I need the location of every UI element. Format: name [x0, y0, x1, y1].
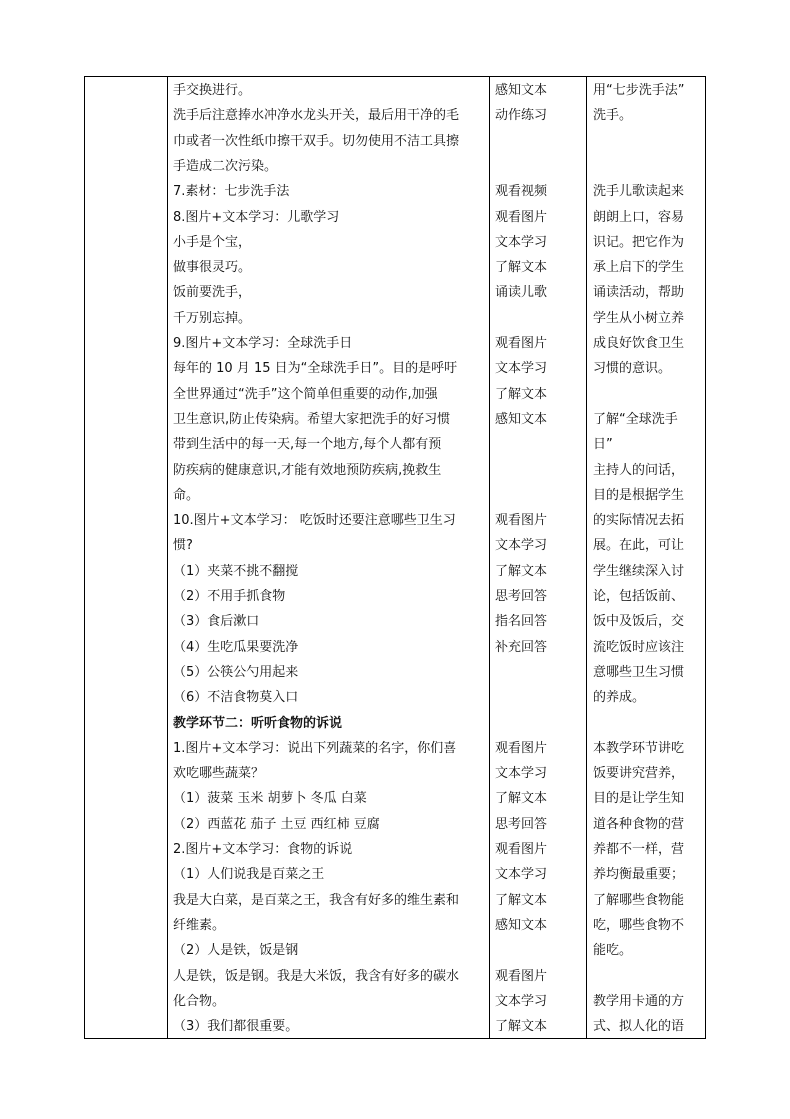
- intent-line: 目的是根据学生: [593, 487, 685, 503]
- content-line: 7.素材：七步洗手法: [173, 184, 290, 200]
- intent-line: 饭要讲究营养，: [593, 766, 685, 782]
- activity-line: 文本学习: [495, 993, 548, 1009]
- content-line: 带到生活中的每一天,每一个地方,每个人都有预: [173, 437, 442, 453]
- intent-line: 能吃。: [593, 943, 633, 959]
- activity-line: 了解文本: [495, 892, 548, 908]
- content-line: 9.图片+文本学习：全球洗手日: [173, 336, 353, 351]
- content-line: 10.图片+文本学习： 吃饭时还要注意哪些卫生习: [173, 513, 456, 529]
- activity-line: 诵读儿歌: [495, 285, 548, 301]
- content-line: 千万别忘掉。: [173, 310, 252, 326]
- intent-line: 学生从小树立养: [593, 310, 685, 326]
- activity-line: 观看图片: [495, 968, 548, 984]
- content-line: 洗手后注意捧水冲净水龙头开关，最后用干净的毛: [173, 108, 460, 124]
- activity-line: 感知文本: [495, 411, 548, 427]
- activity-line: 感知文本: [495, 83, 548, 98]
- activity-line: 文本学习: [495, 234, 548, 250]
- activity-line: 动作练习: [495, 108, 548, 124]
- content-line: 卫生意识,防止传染病。希望大家把洗手的好习惯: [173, 411, 451, 427]
- intent-line: 式、拟人化的语: [593, 1019, 685, 1035]
- intent-line: 洗手儿歌读起来: [593, 184, 685, 200]
- activity-line: 文本学习: [495, 361, 548, 377]
- content-line: 全世界通过“洗手”这个简单但重要的动作,加强: [173, 386, 438, 402]
- activity-line: 观看图片: [495, 740, 548, 756]
- activity-line: 了解文本: [495, 791, 548, 807]
- intent-line: 日”: [593, 437, 613, 453]
- intent-line: 了解“全球洗手: [593, 411, 678, 427]
- activity-line: 思考回答: [495, 589, 548, 604]
- intent-line: 养均衡最重要；: [593, 867, 685, 883]
- content-line: 人是铁，饭是钢。我是大米饭，我含有好多的碳水: [173, 968, 460, 984]
- content-line: 命。: [173, 487, 200, 503]
- activity-line: 思考回答: [495, 816, 548, 832]
- content-line: 每年的 10 月 15 日为“全球洗手日”。目的是呼吁: [173, 361, 458, 377]
- intent-line: 学生继续深入讨: [593, 563, 685, 579]
- intent-line: 承上启下的学生: [593, 260, 685, 276]
- activity-line: 文本学习: [495, 867, 548, 883]
- content-line: （4）生吃瓜果要洗净: [173, 639, 299, 655]
- content-line: 8.图片+文本学习：儿歌学习: [173, 209, 340, 225]
- lesson-plan-table: [84, 76, 706, 1039]
- content-line: （1）夹菜不挑不翻搅: [173, 563, 299, 579]
- activity-line: 补充回答: [495, 639, 548, 655]
- content-line: 惯?: [173, 538, 193, 554]
- activity-line: 观看图片: [495, 209, 548, 225]
- activity-line: 观看图片: [495, 842, 548, 857]
- content-line: 饭前要洗手，: [173, 285, 252, 301]
- content-line: 我是大白菜，是百菜之王，我含有好多的维生素和: [173, 892, 460, 908]
- intent-line: 的实际情况去拓: [593, 513, 685, 529]
- content-line: 防疾病的健康意识,才能有效地预防疾病,挽救生: [173, 462, 442, 478]
- intent-line: 本教学环节讲吃: [593, 740, 685, 756]
- content-line: 教学环节二：听听食物的诉说: [173, 715, 343, 731]
- activity-line: 了解文本: [495, 1019, 548, 1035]
- intent-line: 目的是让学生知: [593, 791, 685, 807]
- content-line: （2）不用手抓食物: [173, 589, 286, 604]
- content-line: 化合物。: [173, 993, 226, 1009]
- column-divider: [586, 77, 587, 1038]
- content-line: （3）食后漱口: [173, 614, 260, 630]
- intent-line: 的养成。: [593, 690, 646, 706]
- content-line: 2.图片+文本学习：食物的诉说: [173, 842, 353, 857]
- intent-line: 朗朗上口，容易: [593, 209, 685, 225]
- content-line: （2）人是铁，饭是钢: [173, 943, 299, 959]
- content-line: 1.图片+文本学习：说出下列蔬菜的名字，你们喜: [173, 740, 457, 756]
- activity-line: 了解文本: [495, 386, 548, 402]
- content-line: （5）公筷公勺用起来: [173, 664, 299, 680]
- intent-line: 用“七步洗手法”: [593, 83, 685, 98]
- content-line: （1）菠菜 玉米 胡萝卜 冬瓜 白菜: [173, 791, 367, 807]
- activity-line: 观看图片: [495, 336, 548, 351]
- activity-line: 指名回答: [495, 614, 548, 630]
- intent-line: 吃，哪些食物不: [593, 917, 685, 933]
- column-divider: [167, 77, 168, 1038]
- intent-line: 教学用卡通的方: [593, 993, 685, 1009]
- content-line: 做事很灵巧。: [173, 260, 252, 276]
- intent-line: 了解哪些食物能: [593, 892, 685, 908]
- activity-line: 文本学习: [495, 766, 548, 782]
- content-line: 巾或者一次性纸巾擦干双手。切勿使用不洁工具擦: [173, 133, 460, 149]
- intent-line: 洗手。: [593, 108, 633, 124]
- intent-line: 养都不一样，营: [593, 842, 685, 857]
- content-line: （1）人们说我是百菜之王: [173, 867, 325, 883]
- content-line: 手交换进行。: [173, 83, 252, 98]
- activity-line: 文本学习: [495, 538, 548, 554]
- activity-line: 观看图片: [495, 513, 548, 529]
- intent-line: 饭中及饭后，交: [593, 614, 685, 630]
- content-line: 欢吃哪些蔬菜？: [173, 766, 265, 782]
- intent-line: 主持人的问话，: [593, 462, 685, 478]
- intent-line: 意哪些卫生习惯: [593, 664, 685, 680]
- activity-line: 了解文本: [495, 260, 548, 276]
- content-line: （6）不洁食物莫入口: [173, 690, 299, 706]
- content-line: 小手是个宝，: [173, 234, 252, 250]
- intent-line: 论，包括饭前、: [593, 589, 685, 604]
- intent-line: 展。在此，可让: [593, 538, 685, 554]
- intent-line: 流吃饭时应该注: [593, 639, 685, 655]
- intent-line: 成良好饮食卫生: [593, 336, 685, 351]
- column-divider: [489, 77, 490, 1038]
- activity-line: 观看视频: [495, 184, 548, 200]
- content-line: （2）西蓝花 茄子 土豆 西红柿 豆腐: [173, 816, 380, 832]
- activity-line: 了解文本: [495, 563, 548, 579]
- content-line: 手造成二次污染。: [173, 158, 278, 174]
- intent-line: 诵读活动，帮助: [593, 285, 685, 301]
- content-line: 纤维素。: [173, 917, 226, 933]
- intent-line: 道各种食物的营: [593, 816, 685, 832]
- intent-line: 习惯的意识。: [593, 361, 672, 377]
- content-line: （3）我们都很重要。: [173, 1019, 299, 1035]
- intent-line: 识记。把它作为: [593, 234, 685, 250]
- activity-line: 感知文本: [495, 917, 548, 933]
